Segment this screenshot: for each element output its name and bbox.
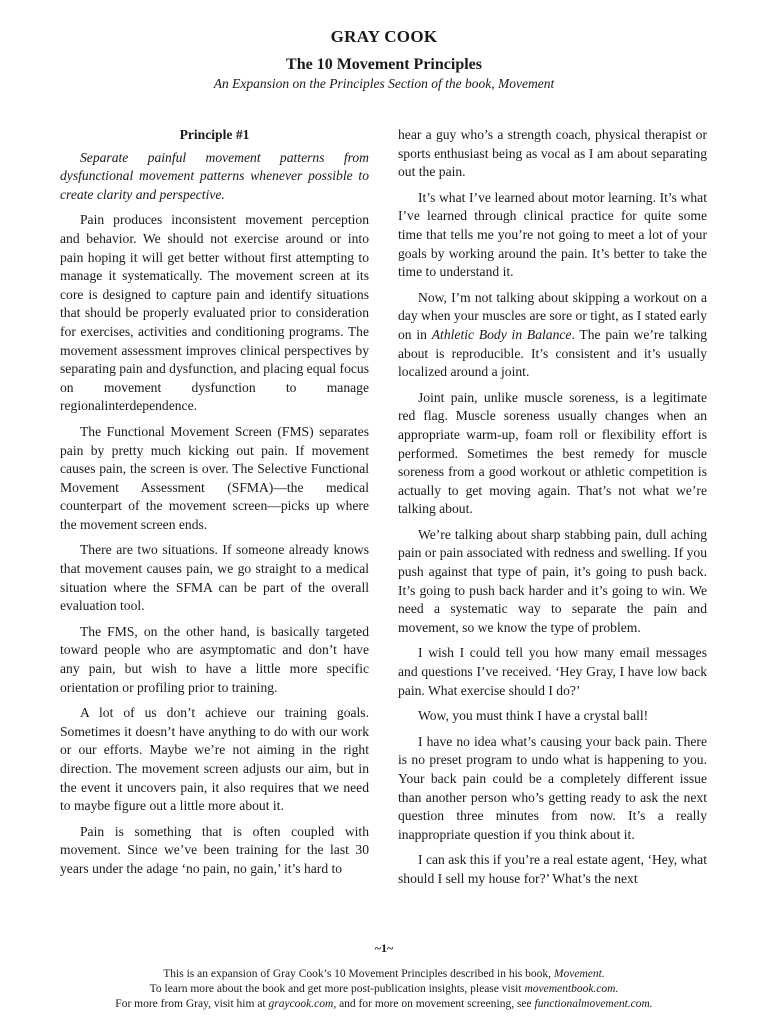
principle-heading: Principle #1 [179,127,250,142]
text-run: . The pain we’re talking about is reproducible. It’s consistent and it’s usually localized around a joint. [398,326,707,380]
body-paragraph [398,289,707,382]
functionalmovement-link[interactable]: functionalmovement.com. [534,998,653,1010]
body-paragraph: Wow, you must think I have a crystal ball! [418,708,649,724]
left-column [60,126,369,886]
body-paragraph: I have no idea what’s causing your back pain. There is no preset program to undo what is happening to you. Your back pain could be a completely different issue than another person who’s getting ready to ask the next question three minutes from now. It’s a really inappropriate question if you think about it. [398,733,707,842]
principle-statement: Separate painful movement patterns from dysfunctional movement patterns whenever possible to create clarity and perspective. [60,149,369,202]
book-title: Athletic Body in Balance [431,326,572,342]
text-run: For more from Gray, visit him at [115,998,269,1010]
body-paragraph: There are two situations. If someone already knows that movement causes pain, we go straight to a medical situation where the SFMA can be part of the overall evaluation tool. [60,542,369,614]
movementbook-link[interactable]: movementbook.com. [524,983,619,995]
footer-line [0,997,768,1012]
text-run: Now, I’m not talking about skipping a workout on a day when your muscles are sore or tight, as I stated early on in [398,289,707,342]
document-subtitle: An Expansion on the Principles Section of the book, Movement [213,76,555,91]
body-paragraph: Pain is something that is often coupled with movement. Since we’ve been training for the last 30 years under the adage ‘no pain, no gain,’ it’s hard to [60,823,369,876]
body-paragraph-continued: hear a guy who’s a strength coach, physical therapist or sports enthusiast being as vocal as I am about separating out the pain. [398,127,707,180]
body-paragraph: The FMS, on the other hand, is basically targeted toward people who are asymptomatic and don’t have any pain, but wish to have a little more specific orientation or profiling prior to training. [60,623,369,695]
footer-line [0,982,768,997]
body-paragraph: I wish I could tell you how many email messages and questions I’ve received. ‘Hey Gray, I have low back pain. What exercise should I do?’ [398,645,707,698]
footer-line [0,967,768,982]
body-paragraph: I can ask this if you’re a real estate agent, ‘Hey, what should I sell my house for?’ What’s the next [398,852,707,886]
text-run: To learn more about the book and get more post-publication insights, please visit [149,983,525,995]
body-paragraph: Pain produces inconsistent movement perception and behavior. We should not exercise around or into pain hoping it will get better without first attempting to manage it systematically. The movement screen at its core is designed to capture pain and identify situations that should be properly evaluated prior to consideration for exercises, activities and conditioning programs. The movement assessment improves clinical perspectives by separating pain and dysfunction, and placing equal focus on movement dysfunction to manage regionalinterdependence. [60,212,369,414]
document-title: The 10 Movement Principles [286,56,482,73]
author-name: GRAY COOK [330,27,438,46]
text-run: This is an expansion of Gray Cook’s 10 Movement Principles described in his book, [163,968,554,980]
document-header [0,26,768,93]
text-run: and for more on movement screening, see [336,998,535,1010]
page-footer [0,941,768,1012]
book-title: Movement. [553,968,605,980]
body-paragraph: It’s what I’ve learned about motor learning. It’s what I’ve learned through clinical practice for quite some time that tells me you’re not going to meet a lot of your goals by working around the pain. It’s better to take the time to understand it. [398,189,707,280]
body-paragraph: Joint pain, unlike muscle soreness, is a legitimate red flag. Muscle soreness usually changes when an appropriate warm-up, foam roll or flexibility effort is performed. Sometimes the best remedy for muscle soreness from a good workout or athletic competition is actually to get moving again. That’s not what we’re talking about. [398,389,707,517]
body-paragraph: A lot of us don’t achieve our training goals. Sometimes it doesn’t have anything to do with our work or our efforts. Maybe we’re not aiming in the right direction. The movement screen adjusts our aim, but in the event it uncovers pain, it also requires that we need to maybe figure out a little more about it. [60,705,369,814]
right-column [398,126,707,896]
body-paragraph: We’re talking about sharp stabbing pain, dull aching pain or pain associated with redness and swelling. If you push against that type of pain, it’s going to push back. It’s going to push back harder and it’s going to win. We need a systematic way to separate the pain and movement, so we know the type of problem. [398,526,707,635]
page-number: ~1~ [374,941,394,955]
graycook-link[interactable]: graycook.com, [268,998,337,1010]
body-paragraph: The Functional Movement Screen (FMS) separates pain by pretty much kicking out pain. If movement causes pain, the screen is over. The Selective Functional Movement Assessment (SFMA)—the medical counterpart of the movement screen—picks up where the movement screen ends. [60,423,369,532]
